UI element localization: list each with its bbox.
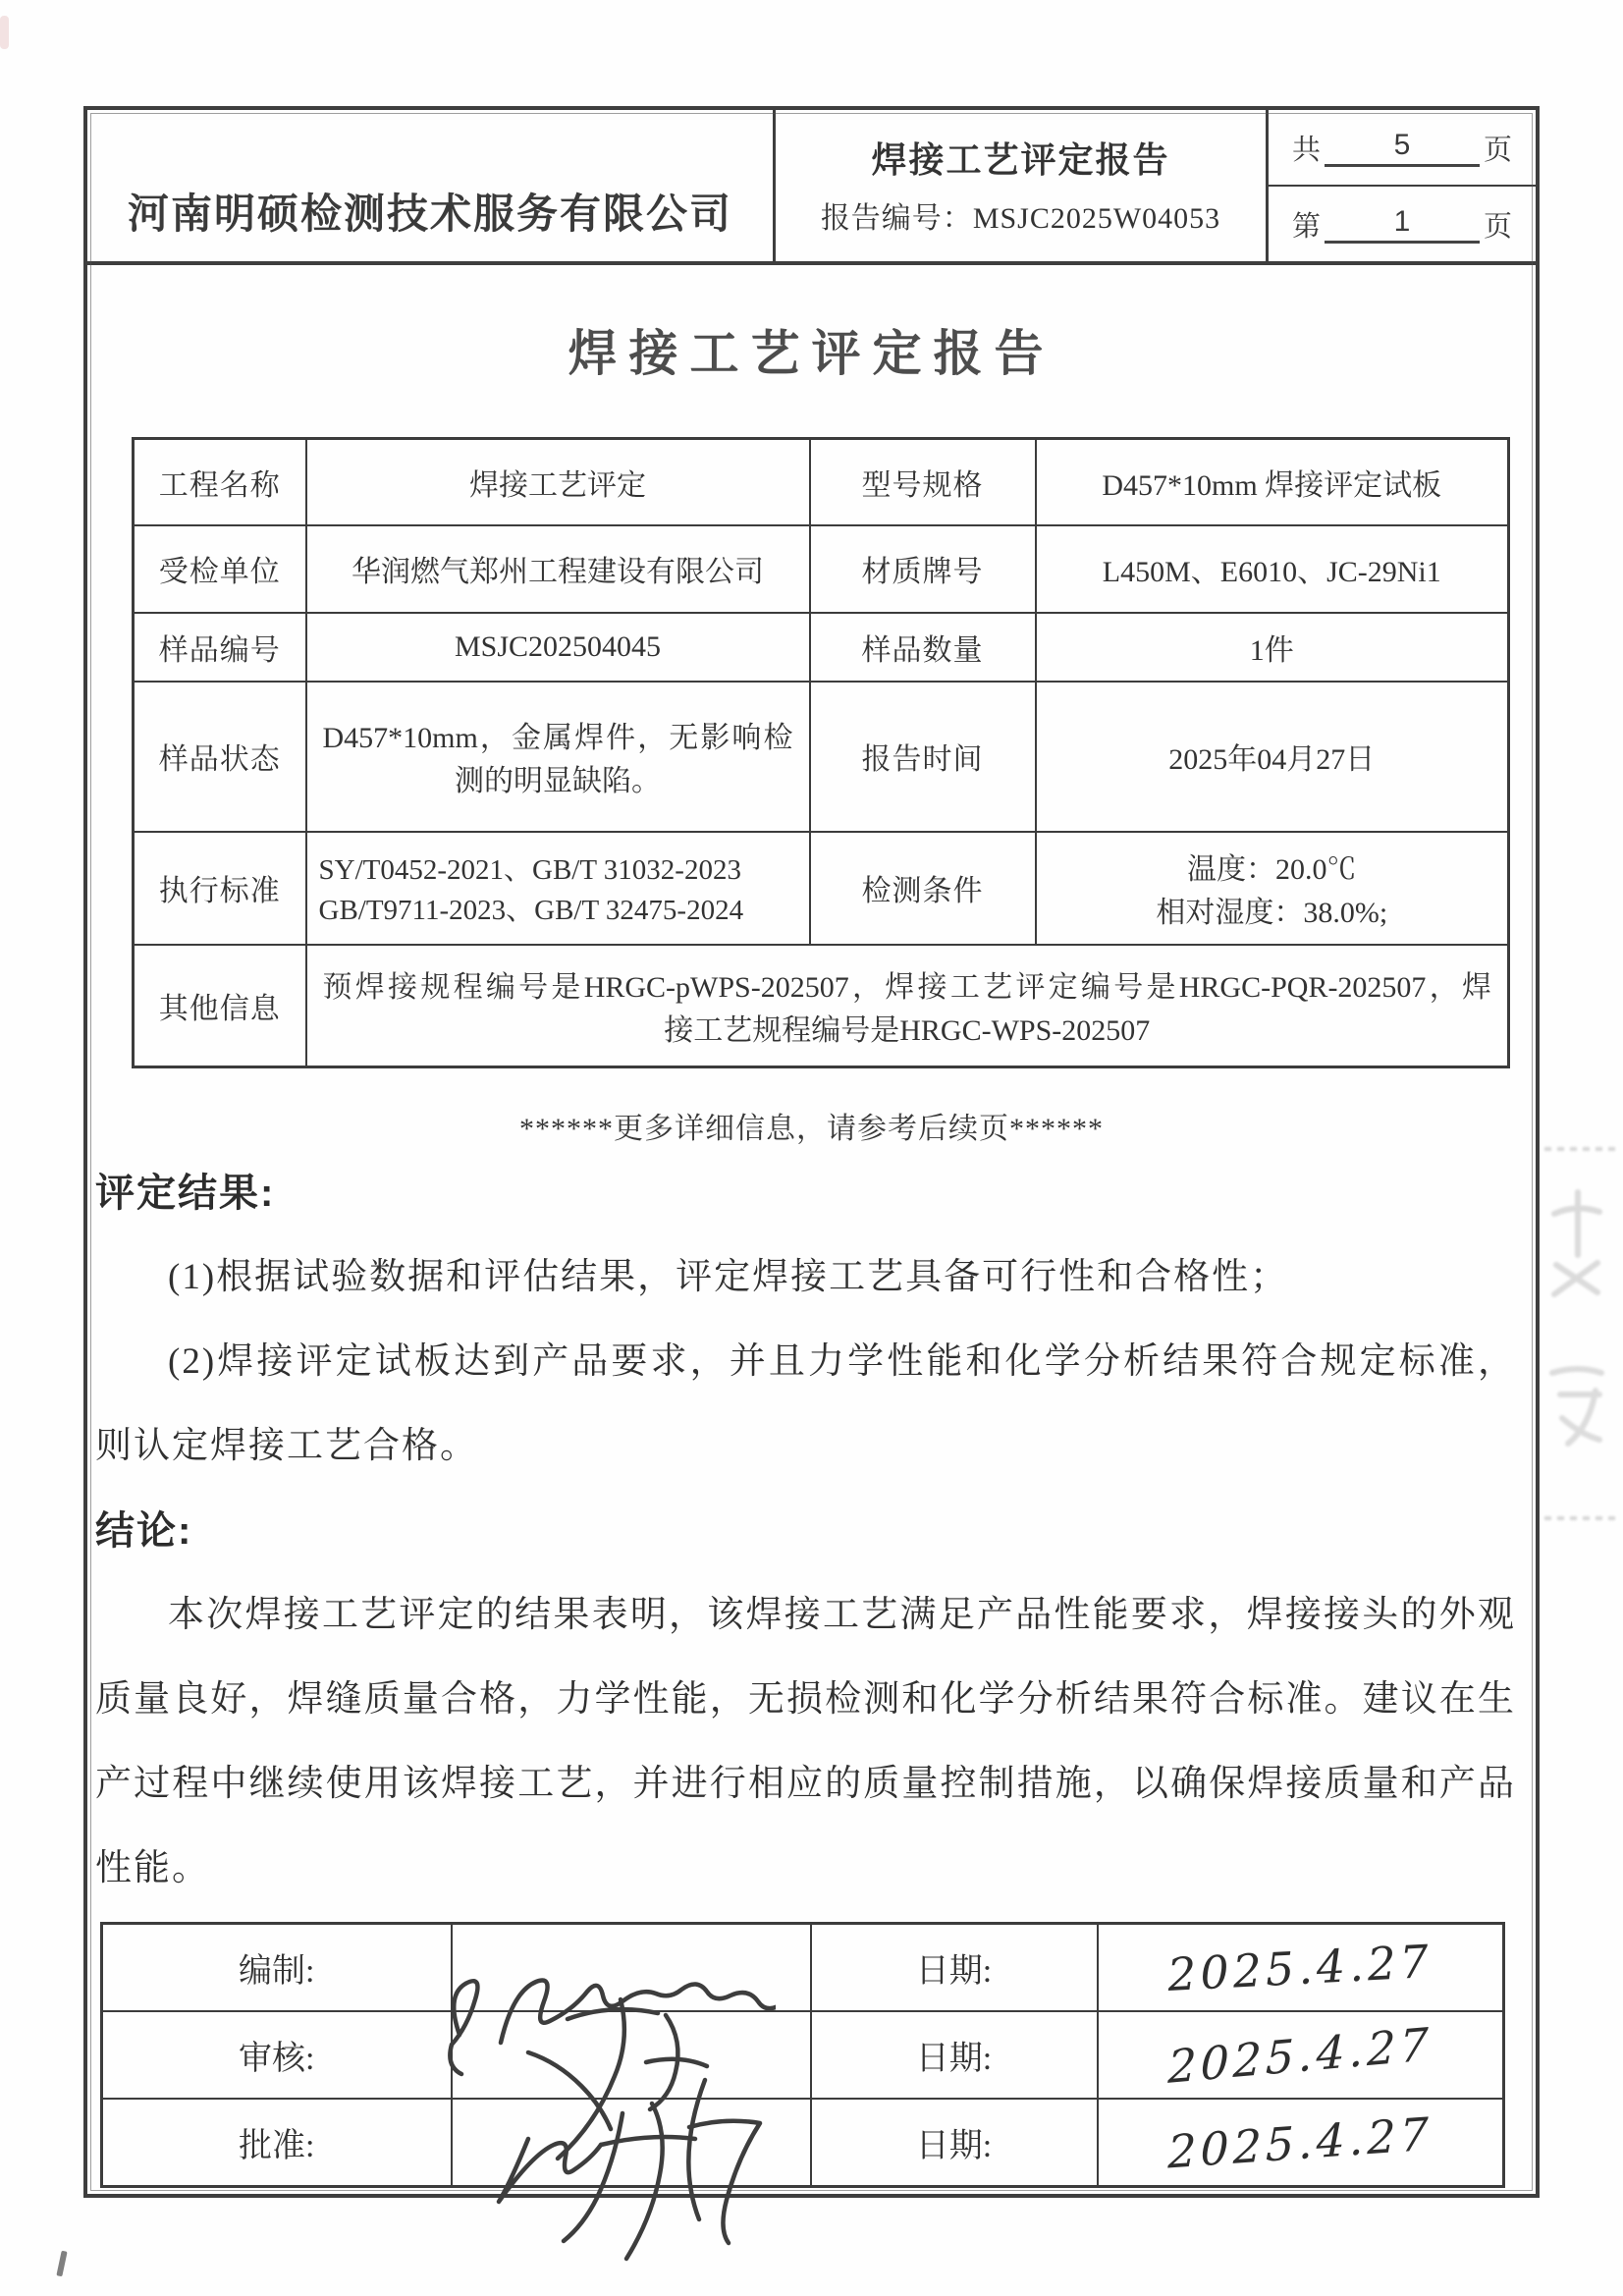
scan-mark-bottom-left [56,2251,67,2277]
report-number-label: 报告编号： [820,202,973,235]
value-test-conditions [1036,832,1509,945]
report-header [87,110,1536,265]
table-row [134,613,1509,682]
other-info-lines [307,962,1508,1049]
value-standards [306,832,810,945]
humidity-line: 相对湿度：38.0%; [1156,897,1388,929]
more-info-notice: ******更多详细信息，请参考后续页****** [519,1113,1104,1145]
handwritten-date: 2025.4.27 [1167,2106,1433,2178]
role-reviewed-label: 审核: [102,2011,452,2099]
header-title-block [776,110,1269,261]
handwritten-date: 2025.4.27 [1167,2016,1434,2094]
total-pages-row [1269,110,1536,187]
current-page-prefix: 第 [1291,210,1321,243]
label-standards: 执行标准 [134,832,306,945]
other-info-line2: 接工艺规程编号是HRGC-WPS-202507 [664,1013,1151,1047]
table-row [134,682,1509,832]
result-paragraph-1: (1)根据试验数据和评估结果，评定焊接工艺具备可行性和合格性； [168,1257,1289,1297]
prepared-date-value [1098,1924,1504,2012]
company-name: 河南明硕检测技术服务有限公司 [87,110,776,261]
total-pages-value: 5 [1325,129,1480,167]
conclusion-paragraph: 本次焊接工艺评定的结果表明，该焊接工艺满足产品性能要求，焊接接头的外观质量良好，焊缝质量合格，力学性能，无损检测和化学分析结果符合标准。建议在生产过程中继续使用该焊接工艺，并进行相应的质量控制措施，以确保焊接质量和产品性能。 [95,1595,1516,1888]
result-heading: 评定结果: [95,1172,276,1215]
approved-date-label: 日期: [811,2099,1098,2187]
prepared-date-label: 日期: [811,1924,1098,2012]
approved-date-value [1098,2099,1504,2187]
label-sample-no: 样品编号 [134,613,306,682]
other-info-line1: 预焊接规程编号是HRGC-pWPS-202507，焊接工艺评定编号是HRGC-PQR-202507，焊 [322,970,1491,1004]
role-approved-label: 批准: [102,2099,452,2187]
scan-bleed-artifact [1537,1127,1623,1559]
value-material-grade: L450M、E6010、JC-29Ni1 [1036,525,1509,613]
result-paragraph-2: (2)焊接评定试板达到产品要求，并且力学性能和化学分析结果符合规定标准，则认定焊接工艺合格。 [95,1341,1516,1466]
label-sample-qty: 样品数量 [810,613,1036,682]
label-sample-state: 样品状态 [134,682,306,832]
report-number-value: MSJC2025W04053 [972,202,1221,235]
value-model-spec: D457*10mm 焊接评定试板 [1036,439,1509,525]
signoff-row-approved [102,2099,1504,2187]
value-sample-qty: 1件 [1036,613,1509,682]
standards-line1: SY/T0452-2021、GB/T 31032-2023 [318,854,741,886]
document-frame [83,106,1540,2198]
value-other-info [306,945,1509,1067]
scan-smudge-top-left [0,16,9,49]
table-row [134,832,1509,945]
report-body [95,1151,1516,1911]
prepared-signature-cell [452,1924,811,2012]
reviewed-date-value [1098,2011,1504,2099]
handwritten-date: 2025.4.27 [1165,1934,1434,2001]
label-other-info: 其他信息 [134,945,306,1067]
signoff-row-prepared [102,1924,1504,2012]
standards-lines [307,847,809,928]
current-page-value: 1 [1325,205,1480,244]
value-sample-no: MSJC202504045 [306,613,810,682]
header-report-title: 焊接工艺评定报告 [871,139,1170,180]
label-inspected-unit: 受检单位 [134,525,306,613]
page-count-block [1269,110,1536,261]
info-table [132,437,1510,1068]
sample-state-line1: D457*10mm，金属焊件，无影响检 [322,722,793,754]
report-number-line [821,191,1220,247]
table-row [134,439,1509,525]
current-page-suffix: 页 [1484,210,1513,243]
reviewed-date-label: 日期: [811,2011,1098,2099]
value-sample-state [306,682,810,832]
value-inspected-unit: 华润燃气郑州工程建设有限公司 [306,525,810,613]
conditions-lines [1037,845,1508,931]
reviewed-signature-cell [452,2011,811,2099]
label-project-name: 工程名称 [134,439,306,525]
signoff-row-reviewed [102,2011,1504,2099]
table-row [134,945,1509,1067]
label-material-grade: 材质牌号 [810,525,1036,613]
total-pages-prefix: 共 [1291,134,1321,166]
value-project-name: 焊接工艺评定 [306,439,810,525]
current-page-row [1269,187,1536,261]
label-test-conditions: 检测条件 [810,832,1036,945]
table-row [134,525,1509,613]
sample-state-line2: 测的明显缺陷。 [455,765,661,797]
value-report-date: 2025年04月27日 [1036,682,1509,832]
total-pages-suffix: 页 [1484,134,1513,166]
role-prepared-label: 编制: [102,1924,452,2012]
label-model-spec: 型号规格 [810,439,1036,525]
main-title: 焊接工艺评定报告 [568,326,1055,381]
temperature-line: 温度：20.0℃ [1187,853,1357,886]
sample-state-lines [307,713,809,799]
approved-signature-cell [452,2099,811,2187]
label-report-date: 报告时间 [810,682,1036,832]
conclusion-heading: 结论: [95,1509,193,1553]
standards-line2: GB/T9711-2023、GB/T 32475-2024 [318,895,744,926]
signoff-table [100,1922,1505,2188]
